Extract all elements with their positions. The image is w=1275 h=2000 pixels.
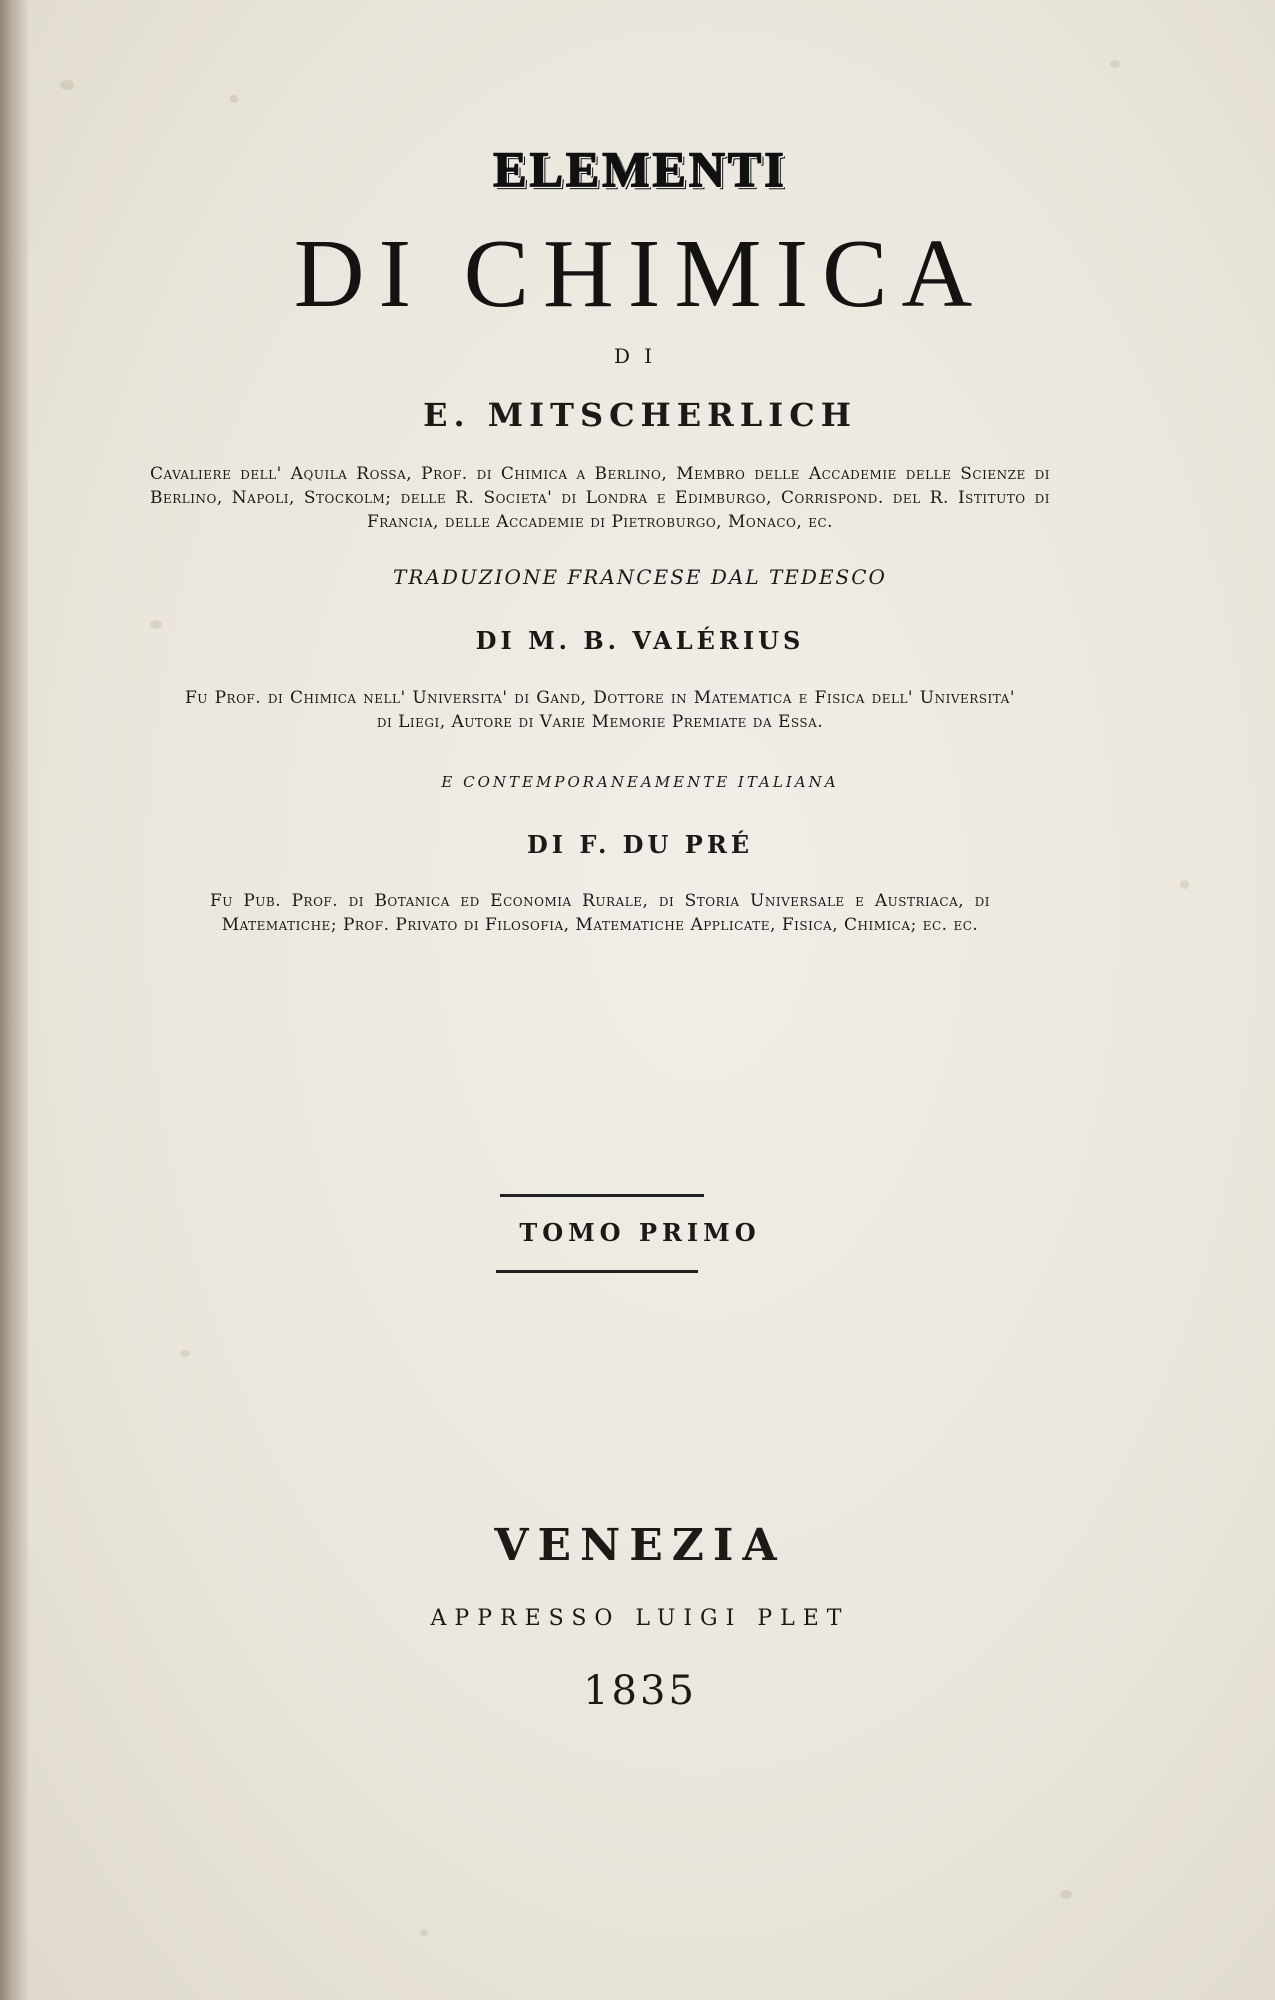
publication-year: 1835 xyxy=(583,1668,697,1714)
translator-valerius: DI M. B. VALÉRIUS xyxy=(475,626,805,655)
translation-note: TRADUZIONE FRANCESE DAL TEDESCO xyxy=(393,565,887,589)
book-spine-edge xyxy=(0,0,28,2000)
contemporary-note: E CONTEMPORANEAMENTE ITALIANA xyxy=(441,773,839,791)
divider-bottom xyxy=(496,1270,698,1273)
by-label: DI xyxy=(614,344,666,368)
volume-label: TOMO PRIMO xyxy=(519,1218,761,1247)
title-elementi: ELEMENTI xyxy=(493,141,787,197)
publisher: APPRESSO LUIGI PLET xyxy=(430,1606,850,1631)
publication-city: VENEZIA xyxy=(494,1520,786,1571)
title-di-chimica: DI CHIMICA xyxy=(293,220,987,328)
translator-valerius-credentials: Fu Prof. di Chimica nell' Universita' di Gand, Dottore in Matematica e Fisica dell' Universita' di Liegi, Autore di Varie Memorie Premiate da Essa. xyxy=(185,688,1015,732)
translator-du-pre-credentials: Fu Pub. Prof. di Botanica ed Economia Rurale, di Storia Universale e Austriaca, di Matematiche; Prof. Privato di Filosofia, Matematiche Applicate, Fisica, Chimica; ec. ec. xyxy=(210,891,990,935)
author-name: E. MITSCHERLICH xyxy=(423,396,857,434)
author-credentials: Cavaliere dell' Aquila Rossa, Prof. di Chimica a Berlino, Membro delle Accademie delle Scienze di Berlino, Napoli, Stockolm; delle R. Societa' di Londra e Edimburgo, Corrispond. del R. Istituto di Francia, delle Accademie di Pietroburgo, Monaco, ec. xyxy=(150,464,1050,532)
translator-du-pre: DI F. DU PRÉ xyxy=(526,830,754,859)
divider-top xyxy=(500,1194,704,1197)
